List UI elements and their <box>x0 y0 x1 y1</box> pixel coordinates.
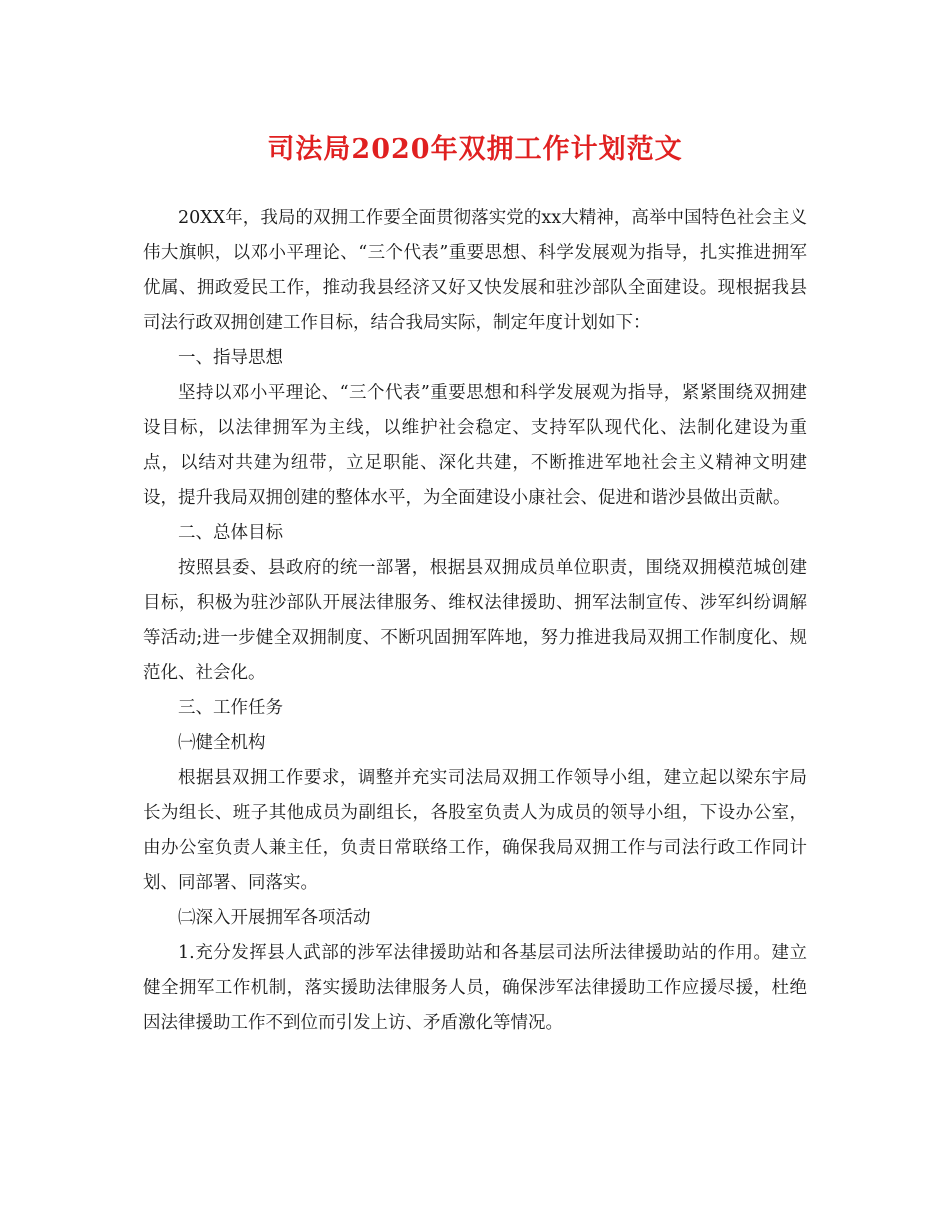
document-body <box>143 201 807 1041</box>
guiding-ideology-paragraph: 坚持以邓小平理论、“三个代表”重要思想和科学发展观为指导，紧紧围绕双拥建设目标，以法律拥军为主线，以维护社会稳定、支持军队现代化、法制化建设为重点，以结对共建为纽带，立足职能、深化共建，不断推进军地社会主义精神文明建设，提升我局双拥创建的整体水平，为全面建设小康社会、促进和谐沙县做出贡献。 <box>143 383 807 508</box>
overall-goal-paragraph: 按照县委、县政府的统一部署，根据县双拥成员单位职责，围绕双拥模范城创建目标，积极为驻沙部队开展法律服务、维权法律援助、拥军法制宣传、涉军纠纷调解等活动;进一步健全双拥制度、不断巩固拥军阵地，努力推进我局双拥工作制度化、规范化、社会化。 <box>143 558 807 683</box>
subheading-activities: ㈡深入开展拥军各项活动 <box>178 908 371 928</box>
section-heading-guiding-ideology: 一、指导思想 <box>178 348 283 368</box>
intro-paragraph: 20XX年，我局的双拥工作要全面贯彻落实党的xx大精神，高举中国特色社会主义伟大旗帜，以邓小平理论、“三个代表”重要思想、科学发展观为指导，扎实推进拥军优属、拥政爱民工作，推动我县经济又好又快发展和驻沙部队全面建设。现根据我县司法行政双拥创建工作目标，结合我局实际，制定年度计划如下： <box>143 208 807 333</box>
section-heading-work-tasks: 三、工作任务 <box>178 698 283 718</box>
document-title: 司法局2020年双拥工作计划范文 <box>267 134 683 165</box>
section-heading-overall-goal: 二、总体目标 <box>178 523 283 543</box>
subheading-organization: ㈠健全机构 <box>178 733 266 753</box>
organization-paragraph: 根据县双拥工作要求，调整并充实司法局双拥工作领导小组，建立起以梁东宇局长为组长、班子其他成员为副组长，各股室负责人为成员的领导小组，下设办公室，由办公室负责人兼主任，负责日常联络工作，确保我局双拥工作与司法行政工作同计划、同部署、同落实。 <box>143 768 807 893</box>
activities-item-1-paragraph: 1.充分发挥县人武部的涉军法律援助站和各基层司法所法律援助站的作用。建立健全拥军工作机制，落实援助法律服务人员，确保涉军法律援助工作应援尽援，杜绝因法律援助工作不到位而引发上访、矛盾激化等情况。 <box>143 943 807 1033</box>
